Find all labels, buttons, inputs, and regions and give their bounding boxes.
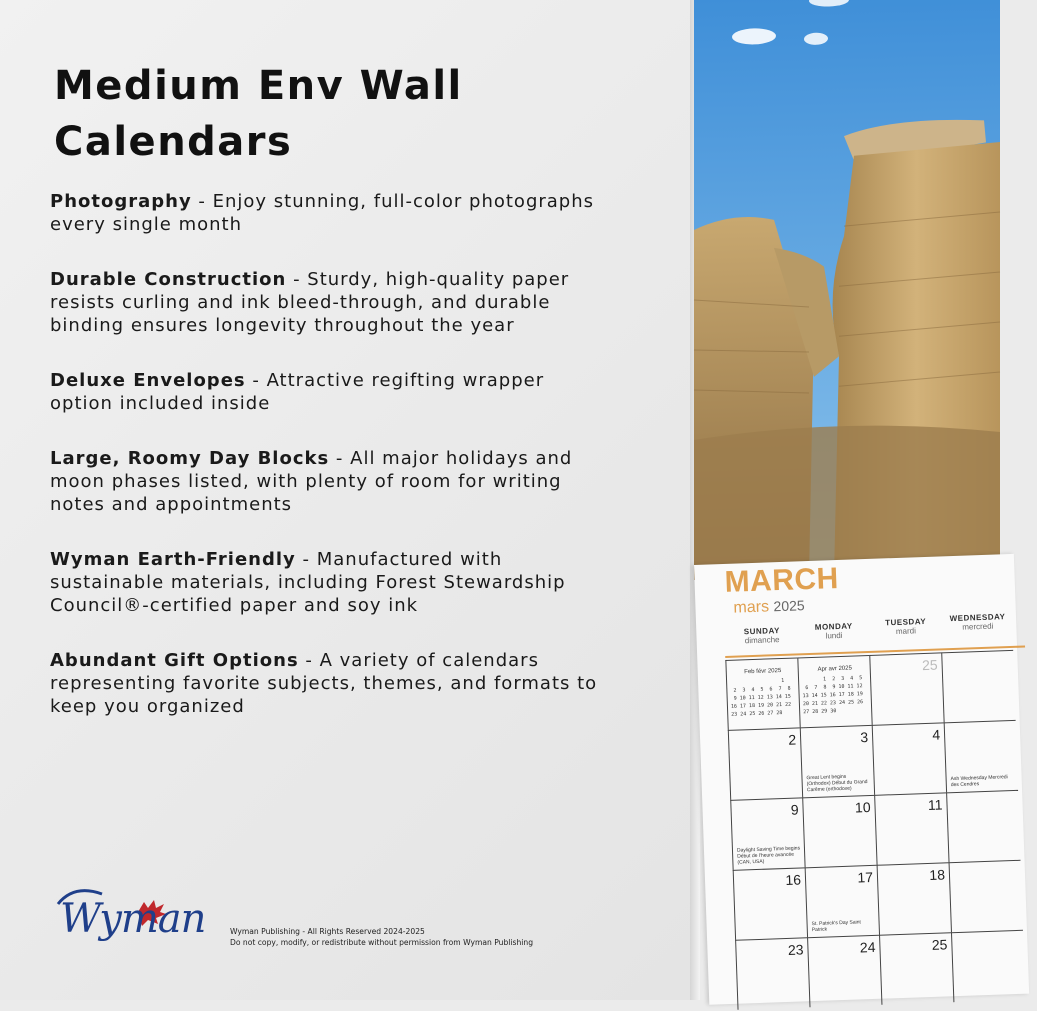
day-cell — [944, 720, 1018, 792]
day-note: Ash Wednesday Mercredi des Cendres — [950, 774, 1008, 789]
day-number: 23 — [787, 941, 804, 958]
day-cell — [733, 867, 807, 939]
day-cell — [802, 795, 876, 867]
day-number: 16 — [785, 871, 802, 888]
day-number: 25 — [921, 656, 938, 674]
day-cell — [872, 722, 946, 794]
day-en: TUESDAY — [884, 616, 927, 628]
feature-name: Wyman Earth-Friendly — [50, 549, 296, 570]
day-fr: dimanche — [744, 635, 780, 646]
day-note: St. Patrick's Day Saint Patrick — [811, 919, 861, 934]
day-cell — [949, 860, 1023, 932]
feature-text: - All major holidays and moon phases listed, with plenty of room for writing notes and appointments — [50, 448, 573, 515]
mini-calendar-apr — [802, 664, 870, 716]
day-number: 25 — [931, 936, 948, 953]
mini-row: 20 21 22 23 24 25 26 — [802, 699, 864, 708]
logo-wordmark: Wyman — [60, 896, 206, 942]
day-cell — [728, 727, 802, 799]
feature-list — [50, 190, 610, 750]
day-fr: lundi — [825, 630, 843, 641]
calendar-product-image — [690, 0, 1008, 1000]
mini-row: 1 2 3 4 5 — [801, 675, 863, 684]
day-en: MONDAY — [814, 621, 853, 632]
month-fr: mars — [733, 598, 770, 617]
calendar-photo — [694, 0, 1000, 562]
mini-row: 1 — [730, 677, 785, 686]
mini-row: 16 17 18 19 20 21 22 — [730, 701, 792, 710]
day-number: 4 — [931, 726, 941, 743]
day-cell — [951, 930, 1025, 1002]
day-cell — [730, 797, 804, 869]
wyman-logo — [54, 882, 219, 957]
feature-text: - A variety of calendars representing favorite subjects, themes, and formats to keep you organized — [50, 650, 598, 717]
day-number: 18 — [929, 866, 946, 883]
day-en: SUNDAY — [743, 626, 781, 637]
day-number: 17 — [857, 868, 874, 886]
copyright-line: Wyman Publishing - All Rights Reserved 2024-2025 — [230, 927, 425, 936]
day-cell — [874, 792, 948, 864]
day-note: Great Lent begins (Orthodox) Début du Grand Carême (orthodoxe) — [806, 773, 868, 794]
day-header — [940, 612, 1016, 633]
feature-text: - Manufactured with sustainable materials, including Forest Stewardship Council®-certified paper and soy ink — [50, 549, 566, 616]
day-number: 24 — [859, 938, 876, 956]
mini-row: 13 14 15 16 17 18 19 — [802, 691, 863, 700]
day-number: 2 — [788, 731, 797, 748]
feature-item — [50, 369, 610, 415]
day-cell — [807, 935, 881, 1007]
feature-item — [50, 268, 610, 337]
mini-row: 6 7 8 9 10 11 12 — [802, 683, 863, 692]
day-fr: mercredi — [962, 621, 994, 632]
day-note: Daylight Saving Time begins Début de l'heure avancée (CAN, USA) — [736, 845, 801, 866]
day-header — [796, 621, 872, 642]
hoodoo-landscape-image — [694, 0, 1000, 580]
mini-row: 27 28 29 30 — [803, 708, 837, 716]
feature-item — [50, 190, 610, 236]
year: 2025 — [773, 597, 805, 615]
day-cell — [725, 657, 799, 729]
day-number: 11 — [927, 796, 943, 813]
day-header — [868, 616, 944, 637]
copyright-text — [230, 926, 650, 948]
feature-text: - Enjoy stunning, full-color photographs every single month — [50, 191, 595, 235]
day-header — [724, 625, 800, 646]
copyright-line: Do not copy, modify, or redistribute without permission from Wyman Publishing — [230, 938, 534, 947]
mini-calendar-title: Apr avr 2025 — [817, 665, 852, 673]
feature-text: - Attractive regifting wrapper option included inside — [50, 370, 545, 414]
day-cell — [797, 655, 871, 727]
day-cell — [941, 650, 1015, 722]
feature-item — [50, 447, 610, 516]
mini-row: 9 10 11 12 13 14 15 — [730, 693, 791, 702]
month-title: MARCH — [724, 561, 840, 599]
feature-name: Abundant Gift Options — [50, 650, 299, 671]
feature-item — [50, 649, 610, 718]
day-cell — [735, 937, 809, 1009]
day-en: WEDNESDAY — [949, 612, 1006, 624]
feature-name: Deluxe Envelopes — [50, 370, 246, 391]
day-cell — [946, 790, 1020, 862]
mini-row: 23 24 25 26 27 28 — [731, 710, 783, 718]
day-cell — [869, 652, 943, 724]
day-number: 10 — [854, 798, 871, 816]
feature-name: Durable Construction — [50, 269, 287, 290]
day-fr: mardi — [895, 626, 917, 636]
day-cell — [805, 865, 879, 937]
day-number: 9 — [790, 801, 799, 818]
feature-name: Photography — [50, 191, 192, 212]
month-subtitle — [733, 597, 805, 617]
mini-row: 2 3 4 5 6 7 8 — [730, 685, 791, 694]
mini-calendar-feb — [730, 667, 798, 719]
feature-text: - Sturdy, high-quality paper resists curling and ink bleed-through, and durable binding ensures longevity throughout the year — [50, 269, 570, 336]
feature-item — [50, 548, 610, 617]
day-number: 3 — [860, 729, 869, 746]
footer — [54, 882, 654, 962]
calendar-grid-page — [694, 554, 1029, 1005]
day-cell — [877, 862, 951, 934]
page-title: Medium Env Wall Calendars — [54, 63, 463, 165]
mini-calendar-title: Feb févr 2025 — [744, 668, 782, 676]
feature-name: Large, Roomy Day Blocks — [50, 448, 330, 469]
day-cell — [879, 932, 953, 1004]
day-cell — [800, 725, 874, 797]
